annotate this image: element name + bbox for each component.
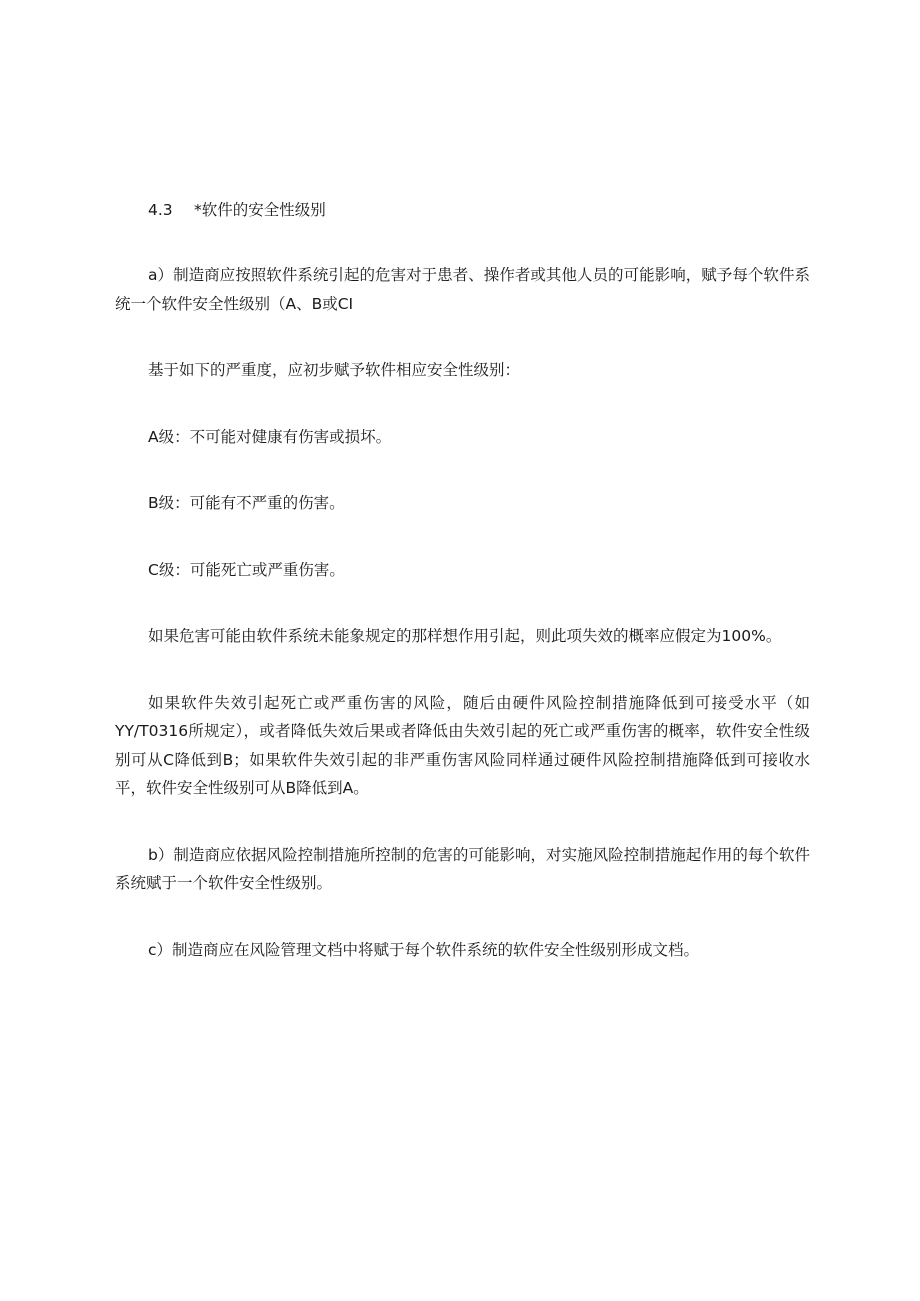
paragraph-severity-intro: 基于如下的严重度，应初步赋予软件相应安全性级别： <box>148 361 521 379</box>
paragraph-c: c）制造商应在风险管理文档中将赋于每个软件系统的软件安全性级别形成文档。 <box>148 940 700 959</box>
section-number: 4.3 <box>148 201 173 219</box>
paragraph-b: b）制造商应依据风险控制措施所控制的危害的可能影响，对实施风险控制措施起作用的每个软件系统赋于一个软件安全性级别。 <box>115 845 810 892</box>
document-body <box>115 196 810 964</box>
paragraph-class-c: C级：可能死亡或严重伤害。 <box>148 560 345 579</box>
section-title: *软件的安全性级别 <box>194 201 326 219</box>
section-heading <box>115 196 810 224</box>
paragraph-class-a: A级：不可能对健康有伤害或损坏。 <box>148 427 392 446</box>
paragraph-a: a）制造商应按照软件系统引起的危害对于患者、操作者或其他人员的可能影响，赋予每个软件系统一个软件安全性级别（A、B或CI <box>115 266 810 313</box>
paragraph-failure-probability: 如果危害可能由软件系统未能象规定的那样想作用引起，则此项失效的概率应假定为100%。 <box>148 627 782 645</box>
paragraph-downgrade: 如果软件失效引起死亡或严重伤害的风险，随后由硬件风险控制措施降低到可接受水平（如YY/T0316所规定），或者降低失效后果或者降低由失效引起的死亡或严重伤害的概率，软件安全性级别可从C降低到B；如果软件失效引起的非严重伤害风险同样通过硬件风险控制措施降低到可接收水平，软件安全性级别可从B降低到A。 <box>115 693 810 797</box>
paragraph-class-b: B级：可能有不严重的伤害。 <box>148 494 345 512</box>
